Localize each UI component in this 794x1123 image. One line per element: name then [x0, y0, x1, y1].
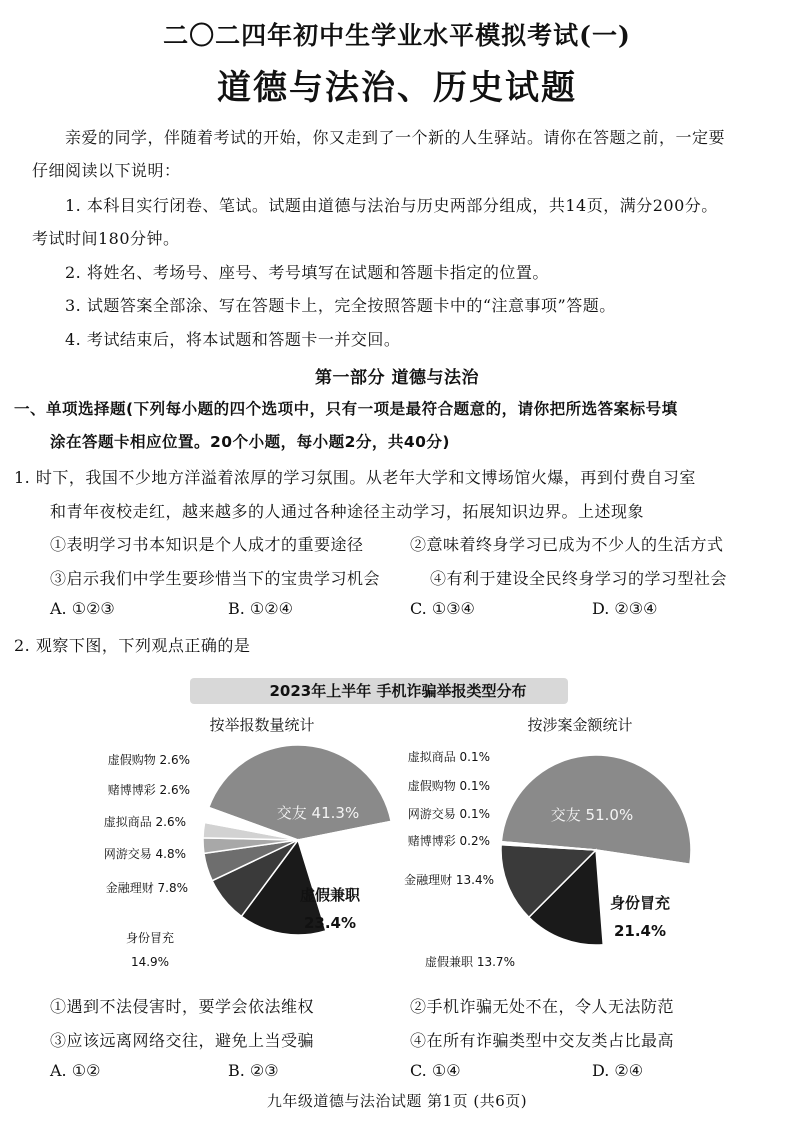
rule-3: 3. 试题答案全部涂、写在答题卡上，完全按照答题卡中的“注意事项”答题。	[65, 296, 616, 315]
q1-stem-1: 1. 时下，我国不少地方洋溢着浓厚的学习氛围。从老年大学和文博场馆火爆，再到付费自习室	[14, 468, 696, 487]
rule-1a: 1. 本科目实行闭卷、笔试。试题由道德与法治与历史两部分组成，共14页，满分200分。	[65, 196, 718, 215]
left-label-1: 23.4%	[303, 914, 357, 932]
exam-title: 二〇二四年初中生学业水平模拟考试(一)	[163, 21, 631, 50]
chart-title: 2023年上半年 手机诈骗举报类型分布	[269, 682, 527, 700]
left-chart-subtitle: 按举报数量统计	[209, 716, 315, 734]
q2-stem: 2. 观察下图，下列观点正确的是	[14, 636, 251, 655]
intro-line-2: 仔细阅读以下说明：	[32, 161, 181, 180]
q1-stem-2: 和青年夜校走红，越来越多的人通过各种途径主动学习，拓展知识边界。上述现象	[50, 502, 645, 521]
left-label-0: 交友 41.3%	[276, 804, 360, 822]
right-label-6: 虚假购物 0.1%	[407, 779, 490, 793]
section-instruction-2: 涂在答题卡相应位置。20个小题，每小题2分，共40分)	[50, 433, 451, 451]
q2-option-c: C. ①④	[410, 1061, 461, 1080]
right-pie	[501, 755, 691, 945]
page-footer: 九年级道德与法治试题 第1页 (共6页)	[266, 1092, 528, 1110]
q2-option-d: D. ②④	[592, 1061, 644, 1080]
right-label-1: 21.4%	[613, 922, 667, 940]
intro-line-1: 亲爱的同学，伴随着考试的开始，你又走到了一个新的人生驿站。请你在答题之前，一定要	[65, 128, 726, 147]
rule-2: 2. 将姓名、考场号、座号、考号填写在试题和答题卡指定的位置。	[65, 263, 549, 282]
q2-option-a: A. ①②	[50, 1061, 101, 1080]
rule-4: 4. 考试结束后，将本试题和答题卡一并交回。	[65, 330, 401, 349]
q1-statement-1: ①表明学习书本知识是个人成才的重要途径	[50, 535, 364, 554]
q1-option-b: B. ①②④	[228, 599, 293, 618]
exam-subtitle: 道德与法治、历史试题	[217, 68, 577, 108]
right-label-4: 赌博博彩 0.2%	[407, 834, 490, 848]
right-label-3: 金融理财 13.4%	[404, 873, 494, 887]
right-label-5: 网游交易 0.1%	[407, 807, 490, 821]
right-chart-subtitle: 按涉案金额统计	[527, 716, 633, 734]
right-label-7: 虚拟商品 0.1%	[407, 750, 490, 764]
q2-option-b: B. ②③	[228, 1061, 279, 1080]
right-label-2: 虚假兼职 13.7%	[425, 955, 515, 969]
right-label-0: 交友 51.0%	[550, 806, 634, 824]
pie-charts	[0, 670, 794, 1000]
q1-statement-3: ③启示我们中学生要珍惜当下的宝贵学习机会	[50, 569, 381, 588]
q1-option-a: A. ①②③	[50, 599, 115, 618]
left-label-7: 虚假购物 2.6%	[107, 753, 190, 767]
section-instruction-1: 一、单项选择题(下列每小题的四个选项中，只有一项是最符合题意的，请你把所选答案标号填	[14, 400, 678, 418]
q2-statement-2: ②手机诈骗无处不在，令人无法防范	[410, 997, 675, 1016]
part-heading: 第一部分 道德与法治	[315, 368, 479, 388]
q1-option-c: C. ①③④	[410, 599, 475, 618]
right-label-1-name: 身份冒充	[609, 894, 671, 912]
left-label-2-name: 身份冒充	[125, 931, 175, 945]
rule-1b: 考试时间180分钟。	[32, 229, 180, 248]
q1-statement-2: ②意味着终身学习已成为不少人的生活方式	[410, 535, 724, 554]
q2-statement-3: ③应该远离网络交往，避免上当受骗	[50, 1031, 315, 1050]
q1-option-d: D. ②③④	[592, 599, 658, 618]
left-label-4: 网游交易 4.8%	[103, 847, 186, 861]
left-pie	[203, 745, 393, 935]
left-label-6: 赌博博彩 2.6%	[107, 783, 190, 797]
left-label-2: 14.9%	[130, 955, 170, 969]
left-label-5: 虚拟商品 2.6%	[103, 815, 186, 829]
left-label-1-name: 虚假兼职	[299, 886, 361, 904]
q1-statement-4: ④有利于建设全民终身学习的学习型社会	[430, 569, 728, 588]
q2-statement-1: ①遇到不法侵害时，要学会依法维权	[50, 997, 315, 1016]
left-label-3: 金融理财 7.8%	[105, 881, 188, 895]
q2-statement-4: ④在所有诈骗类型中交友类占比最高	[410, 1031, 675, 1050]
